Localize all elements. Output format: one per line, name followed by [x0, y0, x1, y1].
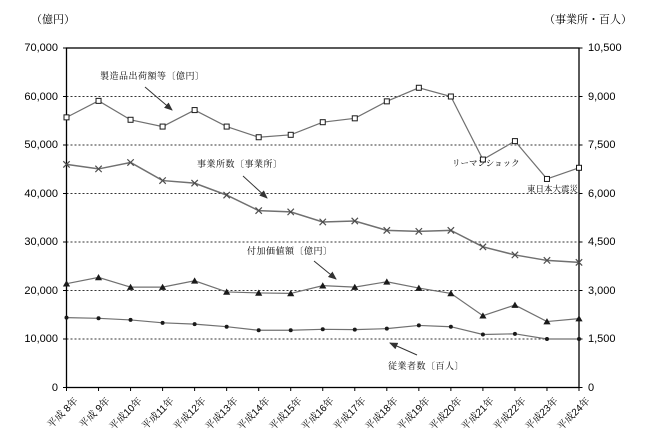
- left-axis-tick-label: 70,000: [24, 42, 58, 54]
- marker-dot: [289, 328, 293, 332]
- arrow-shipments-label: [145, 87, 172, 110]
- left-axis-tick-label: 50,000: [24, 139, 58, 151]
- marker-triangle: [191, 277, 198, 283]
- marker-dot: [385, 327, 389, 331]
- x-axis-label: 平成17年: [331, 395, 369, 433]
- marker-triangle: [383, 278, 390, 284]
- marker-square-open: [288, 132, 293, 137]
- marker-dot: [225, 325, 229, 329]
- x-axis-label: 平成23年: [523, 395, 561, 433]
- annotation-great-east-japan-earthquake: 東日本大震災: [527, 184, 579, 194]
- arrow-employees-label: [390, 343, 417, 355]
- marker-square-open: [192, 108, 197, 113]
- marker-square-open: [256, 135, 261, 140]
- x-axis-label: 平成14年: [235, 395, 273, 433]
- x-axis-label: 平成 8年: [45, 395, 81, 431]
- marker-dot: [193, 322, 197, 326]
- marker-dot: [577, 337, 581, 341]
- x-axis-label: 平成11年: [139, 395, 177, 433]
- x-axis-label: 平成 9年: [77, 395, 113, 431]
- left-axis-tick-label: 0: [51, 381, 58, 394]
- x-axis-label: 平成21年: [459, 395, 497, 433]
- marker-square-open: [160, 124, 165, 129]
- marker-square-open: [352, 116, 357, 121]
- marker-dot: [321, 327, 325, 331]
- right-axis-tick-label: 3,000: [588, 284, 616, 297]
- x-axis-label: 平成24年: [555, 395, 593, 433]
- x-axis-label: 平成12年: [171, 395, 209, 433]
- x-axis-label: 平成20年: [427, 395, 465, 433]
- marker-square-open: [320, 120, 325, 125]
- marker-dot: [161, 321, 165, 325]
- marker-square-open: [224, 124, 229, 129]
- right-axis-tick-label: 7,500: [588, 139, 616, 151]
- x-axis-label: 平成19年: [395, 395, 433, 433]
- plot-frame: [67, 48, 580, 388]
- series-label-value-added: 付加価値額〔億円〕: [247, 246, 333, 256]
- series-layer: [63, 48, 583, 391]
- marker-dot: [257, 328, 261, 332]
- marker-triangle: [511, 302, 518, 308]
- marker-square-open: [384, 99, 389, 104]
- x-axis-label: 平成22年: [491, 395, 529, 433]
- right-axis-tick-label: 4,500: [588, 236, 616, 248]
- left-axis-tick-label: 10,000: [24, 333, 58, 345]
- marker-square-open: [448, 94, 453, 99]
- annotation-lehman-shock: リーマンショック: [452, 158, 520, 168]
- series-label-establishments: 事業所数〔事業所〕: [197, 159, 283, 169]
- marker-dot: [129, 318, 133, 322]
- marker-dot: [513, 332, 517, 336]
- marker-square-open: [577, 165, 582, 170]
- marker-dot: [65, 316, 69, 320]
- left-axis-tick-label: 30,000: [24, 236, 58, 248]
- left-axis-tick-label: 40,000: [24, 187, 58, 200]
- marker-dot: [353, 328, 357, 332]
- right-axis-tick-label: 9,000: [588, 90, 616, 103]
- marker-square-open: [544, 176, 549, 181]
- marker-square-open: [128, 117, 133, 122]
- x-axis-label: 平成15年: [267, 395, 305, 433]
- x-axis-label: 平成16年: [299, 395, 337, 433]
- right-axis-tick-label: 1,500: [588, 333, 616, 345]
- annotation-arrows: [145, 87, 417, 355]
- right-axis-unit-label: （事業所・百人）: [544, 14, 632, 26]
- marker-square-open: [416, 85, 421, 90]
- arrow-establishments-label: [243, 176, 267, 198]
- marker-square-open: [64, 115, 69, 120]
- arrow-value-added-label: [314, 261, 336, 279]
- marker-dot: [97, 316, 101, 320]
- left-axis-tick-label: 20,000: [24, 284, 58, 297]
- marker-dot: [481, 332, 485, 336]
- marker-dot: [417, 323, 421, 327]
- left-axis-tick-label: 60,000: [24, 90, 58, 103]
- marker-dot: [449, 325, 453, 329]
- marker-triangle: [95, 274, 102, 280]
- x-axis-label: 平成10年: [107, 395, 145, 433]
- x-axis-label: 平成18年: [363, 395, 401, 433]
- right-axis-tick-label: 0: [588, 381, 595, 394]
- right-axis-tick-label: 10,500: [588, 42, 622, 54]
- left-axis-unit-label: （億円）: [31, 14, 75, 26]
- marker-dot: [545, 337, 549, 341]
- series-label-shipments: 製造品出荷額等〔億円〕: [100, 71, 205, 81]
- right-axis-tick-label: 6,000: [588, 187, 616, 200]
- marker-square-open: [96, 98, 101, 103]
- series-label-employees: 従業者数〔百人〕: [388, 361, 465, 371]
- marker-x: [223, 192, 229, 198]
- x-axis-label: 平成13年: [203, 395, 241, 433]
- marker-square-open: [512, 139, 517, 144]
